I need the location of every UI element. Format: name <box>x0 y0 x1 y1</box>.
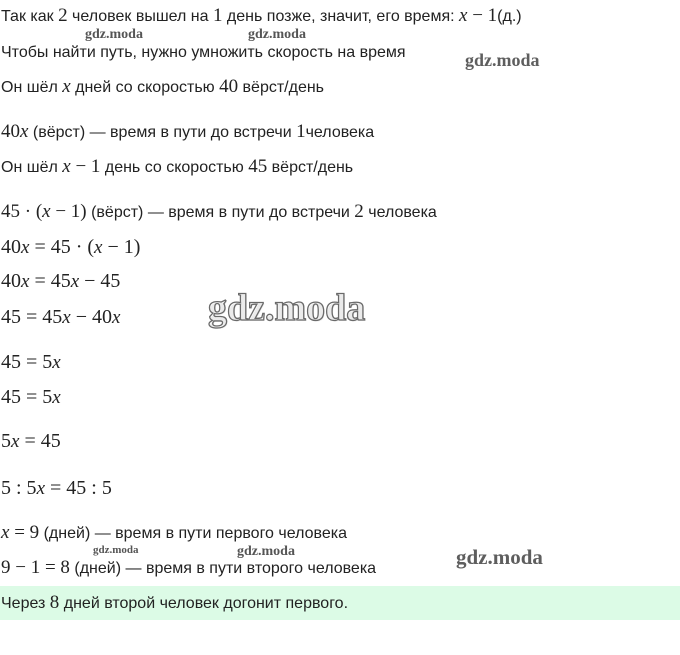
text: вёрст/день <box>267 159 354 176</box>
text-line-1 <box>1 5 522 28</box>
math-expression: − 40 <box>70 306 112 328</box>
math-expression: 45 · ( <box>1 201 43 222</box>
math-number: 40 <box>1 121 20 142</box>
text: Через <box>1 595 50 612</box>
text: день со скоростью <box>100 159 249 176</box>
math-number: 2 <box>354 201 364 222</box>
text: человек вышел на <box>67 8 213 25</box>
math-expression: 9 − 1 = 8 <box>1 557 70 578</box>
text: Он шёл <box>1 79 63 96</box>
math-expression: = 9 <box>9 522 40 543</box>
math-variable: x <box>42 201 51 222</box>
watermark: gdz.moda <box>465 50 540 70</box>
math-expression: 45 = 5 <box>1 386 53 408</box>
watermark: gdz.moda <box>93 544 139 556</box>
text: день позже, значит, его время: <box>222 8 460 25</box>
math-variable: x <box>11 431 20 452</box>
math-variable: x <box>62 156 71 177</box>
text-line-15 <box>1 557 376 580</box>
math-expression: = 45 · ( <box>29 236 95 258</box>
math-number: 45 <box>248 156 268 177</box>
math-variable: x <box>1 522 10 543</box>
text: Чтобы найти путь, нужно умножить скорость на время <box>1 44 406 61</box>
equation-line-12 <box>1 430 61 453</box>
text: (вёрст) — время в пути до встречи <box>28 124 297 141</box>
watermark: gdz.moda <box>456 545 543 569</box>
math-expression: 40 <box>1 270 21 292</box>
math-variable: x <box>20 121 29 142</box>
equation-line-10 <box>1 351 61 374</box>
math-expression: − 1 <box>70 156 101 177</box>
equation-line-11 <box>1 386 61 409</box>
math-expression: − 1 <box>467 5 498 26</box>
math-expression: 40 <box>1 236 21 258</box>
math-expression: = 45 <box>29 270 71 292</box>
text-line-4 <box>1 121 374 144</box>
answer-box <box>0 586 680 620</box>
text: вёрст/день <box>238 79 325 96</box>
text: (дней) — время в пути второго человека <box>69 560 377 577</box>
math-variable: x <box>21 271 30 292</box>
math-expression: 5 <box>1 430 11 452</box>
math-variable: x <box>36 478 45 499</box>
math-expression: = 45 <box>19 430 61 452</box>
math-variable: x <box>70 271 80 292</box>
math-number: 1 <box>296 121 306 142</box>
equation-line-9 <box>1 306 120 329</box>
text-line-3 <box>1 76 324 99</box>
equation-line-7 <box>1 236 140 259</box>
watermark: gdz.moda <box>237 544 295 559</box>
text: человека <box>363 204 437 221</box>
math-variable: x <box>94 237 103 258</box>
text: дней второй человек догонит первого. <box>59 595 349 612</box>
math-variable: x <box>112 307 121 328</box>
math-variable: x <box>459 5 468 26</box>
watermark: gdz.moda <box>208 287 366 329</box>
math-expression: 45 = 45 <box>1 306 63 328</box>
math-expression: 45 = 5 <box>1 351 53 373</box>
answer-text <box>1 592 348 615</box>
text: (вёрст) — время в пути до встречи <box>86 204 355 221</box>
math-variable: x <box>62 307 71 328</box>
text-line-2 <box>1 42 406 64</box>
math-variable: x <box>62 76 71 97</box>
math-variable: x <box>52 352 61 373</box>
text: дней со скоростью <box>70 79 220 96</box>
math-expression: = 45 : 5 <box>45 477 112 499</box>
text: (дней) — время в пути первого человека <box>39 525 347 542</box>
math-variable: x <box>21 237 30 258</box>
equation-line-8 <box>1 270 120 293</box>
math-expression: − 1) <box>102 236 141 258</box>
math-expression: − 45 <box>79 270 121 292</box>
text: (д.) <box>497 8 522 25</box>
math-number: 2 <box>58 5 68 26</box>
equation-line-13 <box>1 477 112 500</box>
text: человека <box>305 124 375 141</box>
text-line-14 <box>1 522 347 545</box>
math-expression: 5 : 5 <box>1 477 37 499</box>
math-number: 40 <box>219 76 239 97</box>
math-number: 8 <box>49 592 60 613</box>
text-line-5 <box>1 156 353 179</box>
watermark: gdz.moda <box>85 27 143 42</box>
text-line-6 <box>1 201 437 224</box>
math-variable: x <box>52 387 61 408</box>
watermark: gdz.moda <box>248 27 306 42</box>
text: Так как <box>1 8 59 25</box>
math-number: 1 <box>212 5 223 26</box>
text: Он шёл <box>1 159 63 176</box>
math-expression: − 1) <box>50 201 87 222</box>
